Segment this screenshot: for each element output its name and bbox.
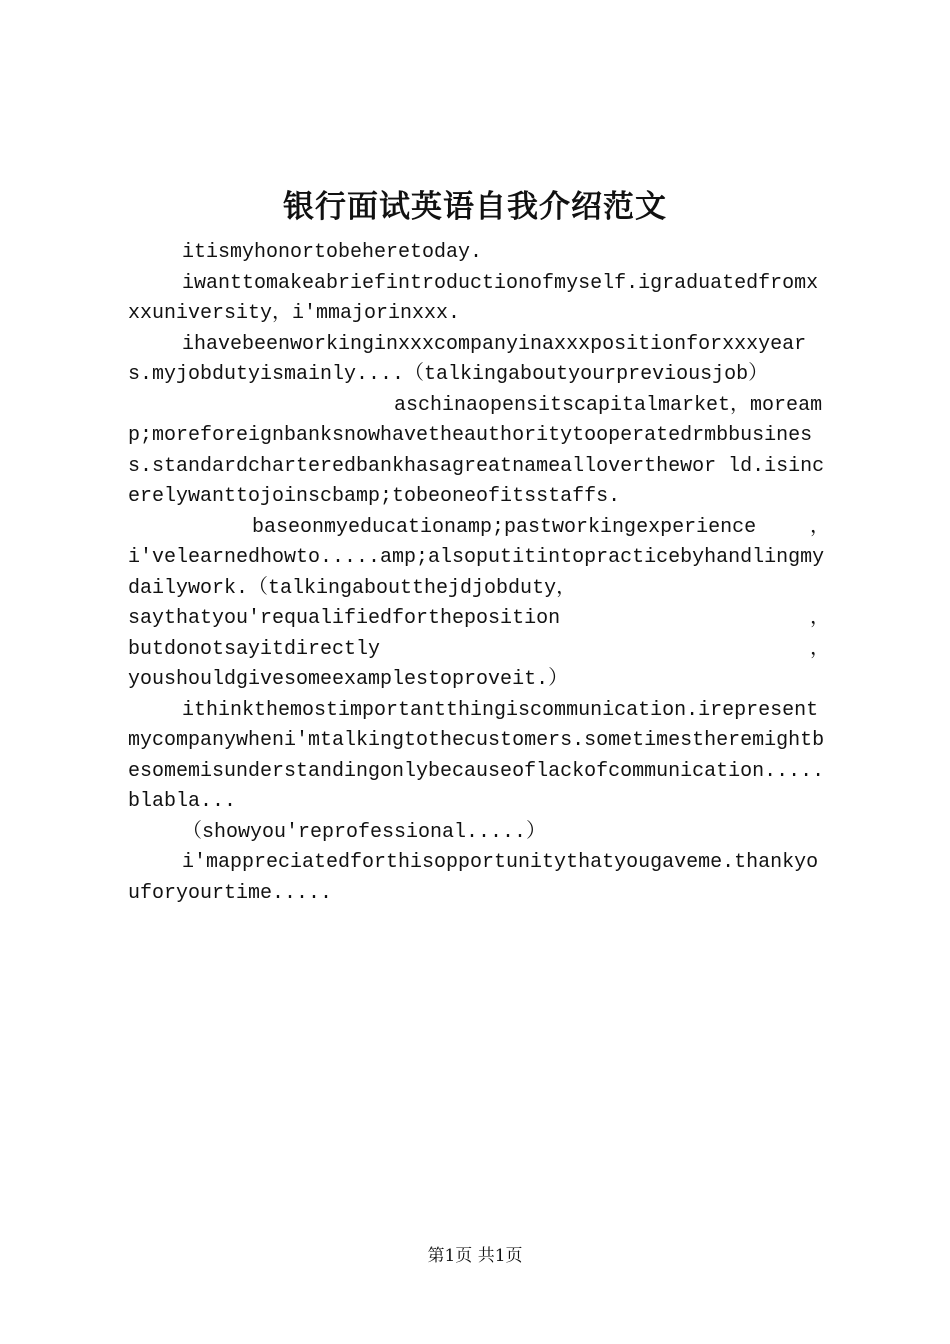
paragraph-capital-market: aschinaopensitscapitalmarket，moreamp;moreforeignbanksnowhavetheauthoritytooperatedrmbbusiness.standardcharteredbankhasagreatnamealloverthewor ld.isincerelywanttojoinscbamp;tobeoneofitsstaffs. bbox=[128, 393, 825, 508]
paragraph-closing: i'mappreciatedforthisopportunitythatyougaveme.thankyouforyourtime..... bbox=[128, 851, 819, 905]
paragraph-professional: （showyou'reprofessional.....） bbox=[182, 820, 547, 844]
paragraph-introduction: iwanttomakeabriefintroductionofmyself.igraduatedfromxxxuniversity，i'mmajorinxxx. bbox=[128, 271, 819, 325]
document-title: 银行面试英语自我介绍范文 bbox=[283, 189, 667, 225]
paragraph-education-line-5: youshouldgivesomeexamplestoproveit.） bbox=[128, 668, 569, 691]
paragraph-education-line-4 bbox=[128, 635, 830, 666]
paragraph-communication: ithinkthemostimportantthingiscommunication.irepresentmycompanywheni'mtalkingtothecustomers.sometimestheremightbesomemisunderstandingonlybecauseoflackofcommunication.....blabla... bbox=[128, 698, 825, 813]
page-footer: 第1页 共1页 bbox=[427, 1246, 523, 1266]
paragraph-education-line-3 bbox=[128, 604, 830, 635]
paragraph-education-line-2: i'velearnedhowto.....amp;alsoputitintopracticebyhandlingmydailywork.（talkingaboutthejdjobduty， bbox=[128, 546, 825, 600]
paragraph-work-experience: ihavebeenworkinginxxxcompanyinaxxxpositionforxxxyears.myjobdutyismainly....（talkingaboutyourpreviousjob） bbox=[128, 332, 807, 386]
paragraph-education-line-1 bbox=[128, 513, 830, 544]
paragraph-greeting: itismyhonortobeheretoday. bbox=[182, 241, 483, 264]
paragraph-education-line-1-text: baseonmyeducationamp;pastworkingexperience， bbox=[252, 515, 830, 539]
paragraph-education-line-4-text: butdonotsayitdirectly， bbox=[128, 637, 830, 661]
paragraph-education-line-3-text: saythatyou'requalifiedfortheposition， bbox=[128, 607, 830, 630]
document-body bbox=[128, 238, 830, 909]
